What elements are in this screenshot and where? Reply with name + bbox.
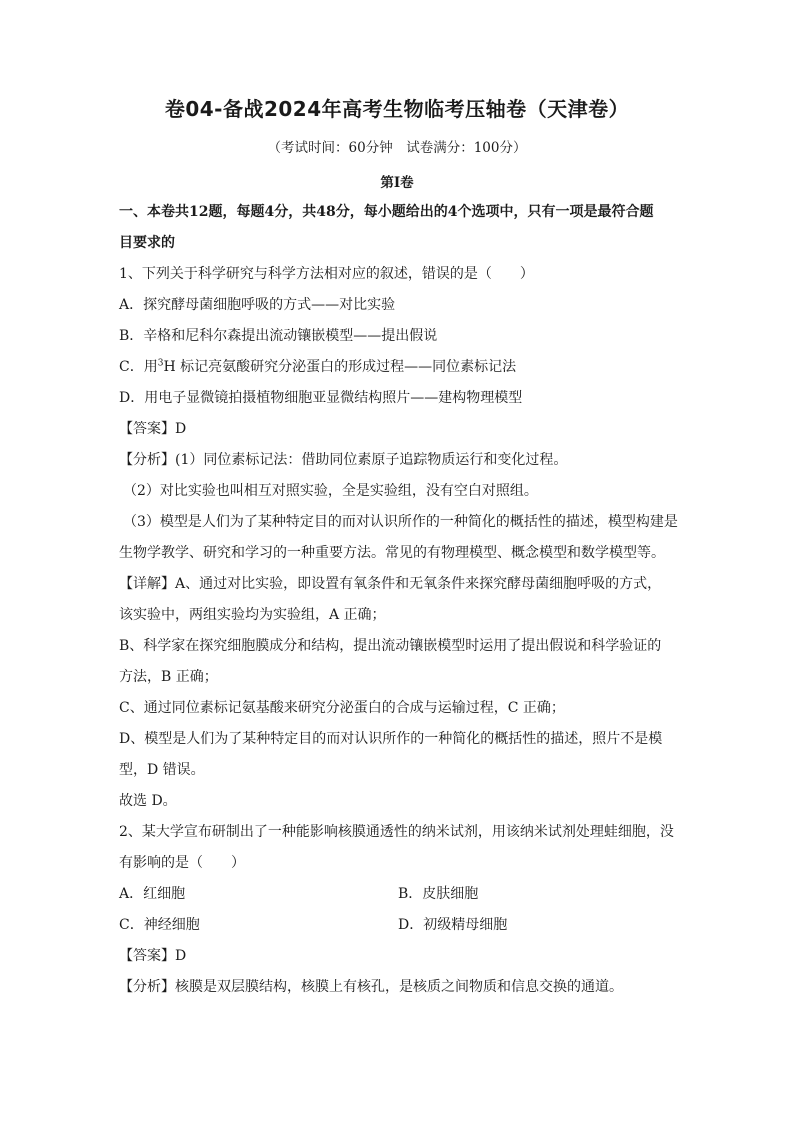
q1-detail-d-cont: 型，D 错误。 xyxy=(119,762,205,778)
q2-options-row-1 xyxy=(119,879,679,910)
q1-option-d: D．用电子显微镜拍摄植物细胞亚显微结构照片——建构物理模型 xyxy=(119,390,523,406)
q1-option-c-text: H 标记亮氨酸研究分泌蛋白的形成过程——同位素标记法 xyxy=(163,359,517,375)
q1-analysis-3-cont: 生物学教学、研究和学习的一种重要方法。常见的有物理模型、概念模型和数学模型等。 xyxy=(119,545,665,561)
section-heading: 一、本卷共12题，每题4分，共48分，每小题给出的4个选项中，只有一项是最符合题 xyxy=(119,204,654,220)
q2-stem-cont: 有影响的是（ ） xyxy=(119,855,245,871)
q1-answer: 【答案】D xyxy=(119,421,187,437)
q2-options-row-2 xyxy=(119,910,679,941)
q1-detail-d: D、模型是人们为了某种特定目的而对认识所作的一种简化的概括性的描述，照片不是模 xyxy=(119,731,663,747)
q1-conclusion: 故选 D。 xyxy=(119,793,177,809)
volume-heading: 第I卷 xyxy=(380,175,414,191)
q2-analysis-1: 【分析】核膜是双层膜结构，核膜上有核孔，是核质之间物质和信息交换的通道。 xyxy=(119,979,623,995)
q1-detail-a: 【详解】A、通过对比实验，即设置有氧条件和无氧条件来探究酵母菌细胞呼吸的方式， xyxy=(119,576,662,592)
q1-option-c xyxy=(119,352,679,383)
q1-detail-b: B、科学家在探究细胞膜成分和结构，提出流动镶嵌模型时运用了提出假说和科学验证的 xyxy=(119,638,662,654)
q2-answer: 【答案】D xyxy=(119,948,187,964)
q1-analysis-2: （2）对比实验也叫相互对照实验，全是实验组，没有空白对照组。 xyxy=(123,483,538,499)
q1-option-c-prefix: C．用 xyxy=(119,359,158,375)
q2-option-d: D．初级精母细胞 xyxy=(398,917,508,933)
q1-analysis-1: 【分析】(1）同位素标记法：借助同位素原子追踪物质运行和变化过程。 xyxy=(119,452,568,468)
q1-detail-a-cont: 该实验中，两组实验均为实验组，A 正确； xyxy=(119,607,386,623)
q2-stem: 2、某大学宣布研制出了一种能影响核膜通透性的纳米试剂，用该纳米试剂处理蛙细胞，没 xyxy=(119,824,674,840)
q1-option-a: A．探究酵母菌细胞呼吸的方式——对比实验 xyxy=(119,297,396,313)
q2-option-c: C．神经细胞 xyxy=(119,917,200,933)
q1-detail-b-cont: 方法，B 正确； xyxy=(119,669,218,685)
q1-detail-c: C、通过同位素标记氨基酸来研究分泌蛋白的合成与运输过程，C 正确； xyxy=(119,700,565,716)
exam-content xyxy=(119,197,679,1003)
q2-option-a: A．红细胞 xyxy=(119,886,186,902)
q1-option-b: B．辛格和尼科尔森提出流动镶嵌模型——提出假说 xyxy=(119,328,438,344)
exam-info: （考试时间：60分钟 试卷满分：100分） xyxy=(267,140,527,156)
q1-stem: 1、下列关于科学研究与科学方法相对应的叙述，错误的是（ ） xyxy=(119,266,534,282)
q2-option-b: B．皮肤细胞 xyxy=(398,886,479,902)
q1-analysis-3: （3）模型是人们为了某种特定目的而对认识所作的一种简化的概括性的描述，模型构建是 xyxy=(123,514,678,530)
isotope-superscript: 3 xyxy=(157,358,164,369)
page-title: 卷04-备战2024年高考生物临考压轴卷（天津卷） xyxy=(164,97,630,121)
section-heading-cont: 目要求的 xyxy=(119,235,175,251)
